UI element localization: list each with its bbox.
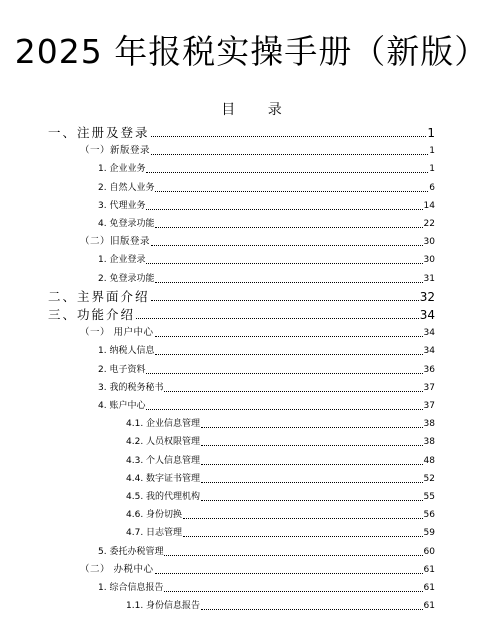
toc-dot-leader — [146, 373, 422, 374]
toc-page-number: 59 — [423, 528, 435, 539]
toc-page-number: 30 — [423, 237, 435, 248]
toc-dot-leader — [201, 464, 423, 465]
toc-dot-leader — [155, 191, 428, 192]
toc-item[interactable] — [98, 360, 435, 378]
toc-dot-leader — [201, 500, 423, 501]
toc-dot-leader — [164, 391, 422, 392]
toc-dot-leader — [164, 591, 422, 592]
toc-entry-title: 4.6. 身份切换 — [126, 510, 183, 521]
toc-subsection[interactable] — [80, 141, 435, 159]
toc-subitem[interactable] — [126, 487, 435, 505]
toc-page-number: 14 — [423, 200, 435, 211]
toc-subsection[interactable] — [80, 323, 435, 341]
toc-entry-title: 1. 综合信息报告 — [98, 583, 164, 593]
toc-entry-title: 2. 自然人业务 — [98, 182, 155, 193]
toc-dot-leader — [146, 263, 422, 264]
toc-page-number: 37 — [423, 401, 435, 411]
toc-section[interactable] — [48, 287, 435, 305]
toc-page-number: 6 — [429, 182, 435, 193]
toc-dot-leader — [151, 136, 427, 137]
toc-page-number: 52 — [423, 473, 435, 484]
toc-entry-title: 2. 免登录功能 — [98, 273, 155, 284]
toc-dot-leader — [151, 154, 428, 155]
toc-entry-title: 1. 企业业务 — [98, 164, 146, 175]
toc-dot-leader — [146, 409, 422, 410]
toc-page-number: 55 — [423, 492, 435, 502]
toc-entry-title: 3. 我的税务秘书 — [98, 382, 164, 393]
toc-entry-title: 4.7. 日志管理 — [126, 528, 183, 539]
toc-item[interactable] — [98, 542, 435, 560]
toc-entry-title: （二）旧版登录 — [80, 236, 151, 248]
toc-item[interactable] — [98, 341, 435, 359]
toc-entry-title: 4.3. 个人信息管理 — [126, 455, 201, 466]
toc-dot-leader — [183, 518, 423, 519]
toc-dot-leader — [155, 282, 422, 283]
toc-subsection[interactable] — [80, 232, 435, 250]
toc-entry-title: （一） 用户中心 — [80, 327, 154, 339]
toc-item[interactable] — [98, 396, 435, 414]
toc-entry-title: 4.5. 我的代理机构 — [126, 492, 201, 502]
toc-dot-leader — [146, 209, 422, 210]
toc-page-number: 30 — [423, 255, 435, 266]
toc-subitem[interactable] — [126, 505, 435, 523]
toc-page-number: 37 — [423, 382, 435, 393]
toc-dot-leader — [201, 482, 423, 483]
toc-entry-title: 4.2. 人员权限管理 — [126, 437, 201, 448]
toc-heading: 目 录 — [221, 102, 296, 118]
toc-page-number: 22 — [423, 219, 435, 229]
toc-dot-leader — [155, 227, 422, 228]
toc-item[interactable] — [98, 378, 435, 396]
toc-item[interactable] — [98, 250, 435, 268]
toc-entry-title: 1. 纳税人信息 — [98, 346, 155, 357]
toc-page-number: 61 — [423, 601, 435, 612]
toc-page-number: 56 — [423, 510, 435, 521]
toc-section[interactable] — [48, 305, 435, 323]
toc-entry-title: （二） 办税中心 — [80, 563, 154, 575]
toc-dot-leader — [155, 354, 422, 355]
toc-page-number: 34 — [423, 328, 435, 339]
toc-dot-leader — [201, 445, 423, 446]
toc-page-number: 1 — [429, 146, 435, 157]
toc-page-number: 60 — [423, 546, 435, 557]
toc-entry-title: 4. 账户中心 — [98, 401, 146, 411]
toc-page-number: 31 — [423, 273, 435, 284]
toc-entry-title: 三、功能介绍 — [48, 307, 136, 322]
toc-item[interactable] — [98, 578, 435, 596]
toc-section[interactable] — [48, 123, 435, 141]
toc-entry-title: 4. 免登录功能 — [98, 219, 155, 229]
toc-subitem[interactable] — [126, 432, 435, 450]
toc-item[interactable] — [98, 196, 435, 214]
toc-subitem[interactable] — [126, 469, 435, 487]
toc-entry-title: 3. 代理业务 — [98, 200, 146, 211]
toc-item[interactable] — [98, 269, 435, 287]
toc-item[interactable] — [98, 159, 435, 177]
toc-entry-title: 二、主界面介绍 — [48, 288, 150, 304]
toc-subitem[interactable] — [126, 596, 435, 614]
toc-dot-leader — [151, 245, 423, 246]
toc-entry-title: 1.1. 身份信息报告 — [126, 601, 201, 612]
toc-subitem[interactable] — [126, 414, 435, 432]
toc-dot-leader — [201, 609, 423, 610]
toc-entry-title: （一）新版登录 — [80, 145, 151, 157]
toc-entry-title: 2. 电子资料 — [98, 364, 146, 375]
toc-page-number: 34 — [419, 308, 435, 322]
toc-page-number: 61 — [423, 564, 435, 575]
toc-entry-title: 4.4. 数字证书管理 — [126, 473, 201, 484]
toc-dot-leader — [155, 573, 423, 574]
toc-dot-leader — [183, 536, 423, 537]
toc-page-number: 36 — [423, 364, 435, 375]
toc-page-number: 1 — [429, 164, 435, 175]
toc-dot-leader — [201, 427, 423, 428]
toc-entry-title: 一、注册及登录 — [48, 125, 150, 140]
toc-subitem[interactable] — [126, 451, 435, 469]
toc-entry-title: 4.1. 企业信息管理 — [126, 419, 201, 430]
toc-page-number: 48 — [423, 455, 435, 466]
toc-page-number: 32 — [419, 289, 435, 304]
document-title: 2025 年报税实操手册（新版） — [14, 32, 489, 71]
toc-subsection[interactable] — [80, 560, 435, 578]
toc-page-number: 34 — [423, 346, 435, 357]
toc-page-number: 1 — [427, 126, 435, 140]
toc-dot-leader — [146, 172, 428, 173]
toc-entry-title: 5. 委托办税管理 — [98, 546, 164, 557]
toc-page-number: 38 — [423, 437, 435, 448]
toc-item[interactable] — [98, 178, 435, 196]
toc-dot-leader — [151, 300, 419, 301]
toc-dot-leader — [155, 336, 423, 337]
toc-page-number: 61 — [423, 583, 435, 593]
toc-page-number: 38 — [423, 419, 435, 430]
toc-dot-leader — [136, 318, 419, 319]
toc-entry-title: 1. 企业登录 — [98, 255, 146, 266]
toc-subitem[interactable] — [126, 523, 435, 541]
toc-item[interactable] — [98, 214, 435, 232]
toc-dot-leader — [164, 555, 422, 556]
